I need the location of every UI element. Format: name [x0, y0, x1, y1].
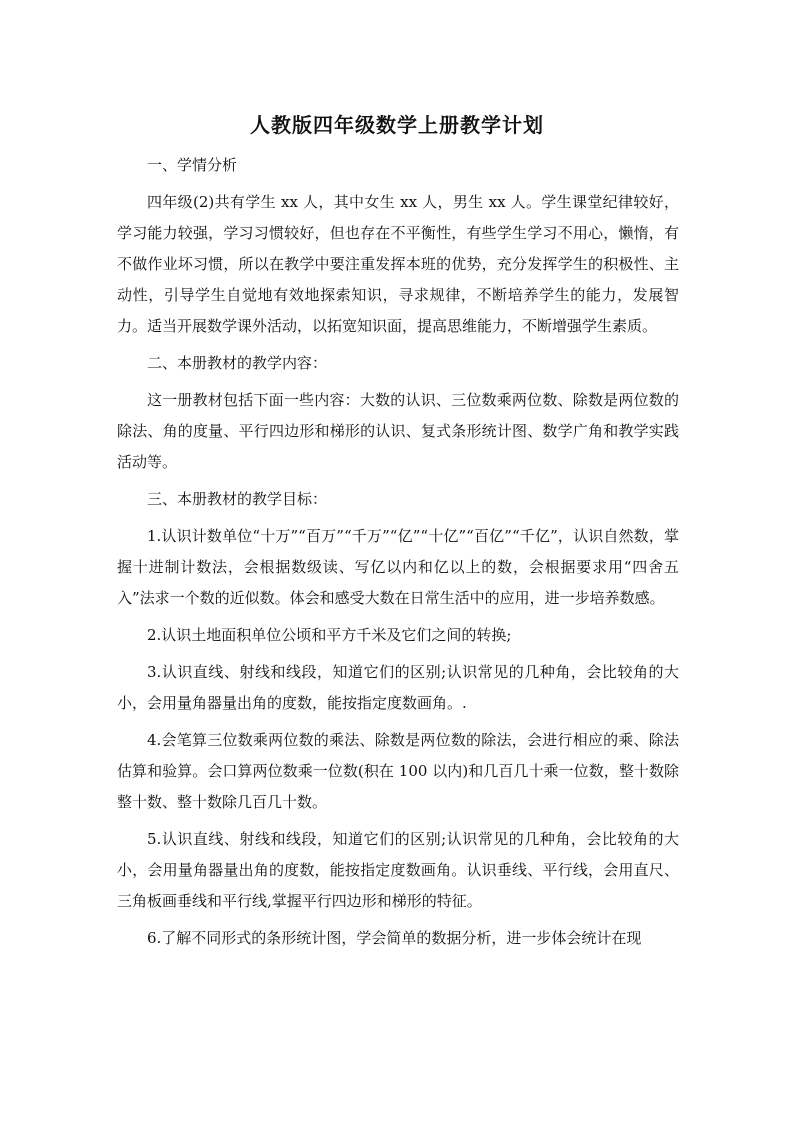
- section-heading-learning-analysis: 一、学情分析: [147, 156, 238, 174]
- goal-item-1: 1.认识计数单位“十万”“百万”“千万”“亿”“十亿”“百亿”“千亿”，认识自然数，掌握十进制计数法，会根据数级读、写亿以内和亿以上的数，会根据要求用“四舍五入”法求一个数的近似数。体会和感受大数在日常生活中的应用，进一步培养数感。: [117, 527, 679, 607]
- goal-item-4: 4.会笔算三位数乘两位数的乘法、除数是两位数的除法，会进行相应的乘、除法估算和验算。会口算两位数乘一位数(积在 100 以内)和几百几十乘一位数，整十数除整十数、整十数除几百几十数。: [117, 731, 679, 811]
- goal-item-5: 5.认识直线、射线和线段，知道它们的区别;认识常见的几种角，会比较角的大小，会用量角器量出角的度数，能按指定度数画角。认识垂线、平行线，会用直尺、三角板画垂线和平行线,掌握平行四边形和梯形的特征。: [117, 830, 679, 910]
- goal-item-2: 2.认识土地面积单位公顷和平方千米及它们之间的转换;: [147, 626, 512, 644]
- document-title: 人教版四年级数学上册教学计划: [250, 113, 544, 137]
- goal-item-6: 6.了解不同形式的条形统计图，学会简单的数据分析，进一步体会统计在现: [147, 929, 642, 947]
- paragraph-teaching-content: 这一册教材包括下面一些内容：大数的认识、三位数乘两位数、除数是两位数的除法、角的度量、平行四边形和梯形的认识、复式条形统计图、数学广角和教学实践活动等。: [117, 391, 679, 471]
- paragraph-learning-analysis: 四年级(2)共有学生 xx 人，其中女生 xx 人，男生 xx 人。学生课堂纪律较好，学习能力较强，学习习惯较好，但也存在不平衡性，有些学生学习不用心，懒惰，有不做作业坏习惯，所以在教学中要注重发挥本班的优势，充分发挥学生的积极性、主动性，引导学生自觉地有效地探索知识，寻求规律，不断培养学生的能力，发展智力。适当开展数学课外活动，以拓宽知识面，提高思维能力，不断增强学生素质。: [117, 193, 679, 335]
- section-heading-teaching-content: 二、本册教材的教学内容：: [147, 354, 328, 372]
- goal-item-3: 3.认识直线、射线和线段，知道它们的区别;认识常见的几种角，会比较角的大小，会用量角器量出角的度数，能按指定度数画角。.: [117, 663, 679, 712]
- section-heading-teaching-goals: 三、本册教材的教学目标：: [147, 490, 328, 508]
- document-body: [117, 150, 679, 954]
